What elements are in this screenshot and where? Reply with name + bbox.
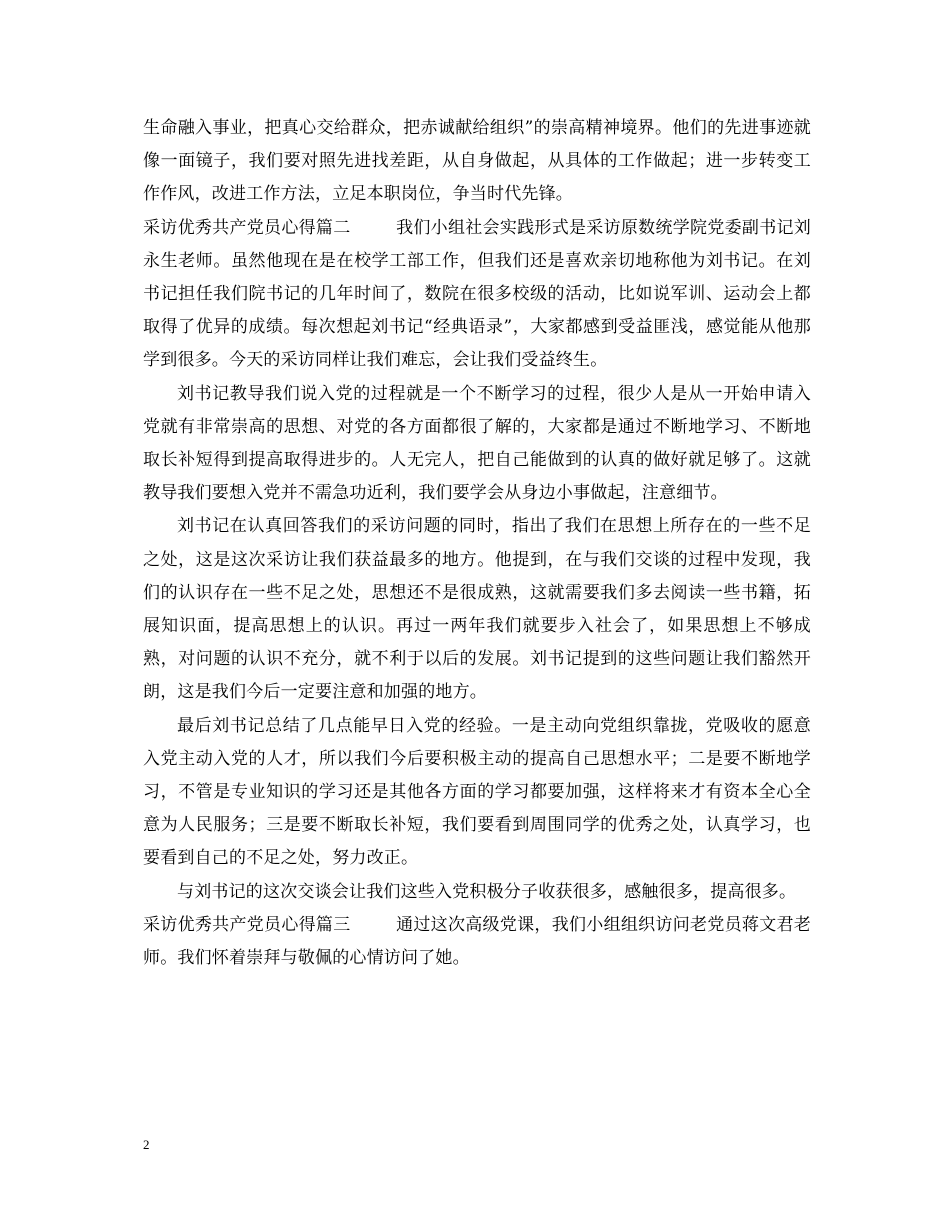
paragraph-1 (143, 112, 811, 212)
section-heading-2: 采访优秀共产党员心得篇二 (143, 217, 351, 238)
paragraph-3 (143, 378, 811, 511)
paragraph-text: 与刘书记的这次交谈会让我们这些入党积极分子收获很多，感触很多，提高很多。 (177, 881, 797, 902)
paragraph-text: 我们小组社会实践形式是采访原数统学院党委副书记刘永生老师。虽然他现在是在校学工部工作，但我们还是喜欢亲切地称他为刘书记。在刘书记担任我们院书记的几年时间了，数院在很多校级的活动，比如说军训、运动会上都取得了优异的成绩。每次想起刘书记“经典语录”，大家都感到受益匪浅，感觉能从他那学到很多。今天的采访同样让我们难忘，会让我们受益终生。 (143, 217, 811, 371)
paragraph-text: 生命融入事业，把真心交给群众，把赤诚献给组织”的崇高精神境界。他们的先进事迹就像一面镜子，我们要对照先进找差距，从自身做起，从具体的工作做起；进一步转变工作作风，改进工作方法，立足本职岗位，争当时代先锋。 (143, 118, 811, 205)
paragraph-4 (143, 510, 811, 709)
heading-gap (351, 218, 397, 238)
page-number: 2 (143, 1137, 150, 1152)
paragraph-6 (143, 876, 811, 909)
section-heading-3: 采访优秀共产党员心得篇三 (143, 914, 351, 935)
paragraph-2 (143, 212, 811, 378)
paragraph-text: 刘书记教导我们说入党的过程就是一个不断学习的过程，很少人是从一开始申请入党就有非常崇高的思想、对党的各方面都很了解的，大家都是通过不断地学习、不断地取长补短得到提高取得进步的。人无完人，把自己能做到的认真的做好就足够了。这就教导我们要想入党并不需急功近利，我们要学会从身边小事做起，注意细节。 (143, 383, 811, 504)
paragraph-5 (143, 710, 811, 876)
document-body (143, 112, 811, 975)
heading-gap (351, 915, 397, 935)
paragraph-text: 最后刘书记总结了几点能早日入党的经验。一是主动向党组织靠拢，党吸收的愿意入党主动入党的人才，所以我们今后要积极主动的提高自己思想水平；二是要不断地学习，不管是专业知识的学习还是其他各方面的学习都要加强，这样将来才有资本全心全意为人民服务；三是要不断取长补短，我们要看到周围同学的优秀之处，认真学习，也要看到自己的不足之处，努力改正。 (143, 715, 811, 869)
paragraph-text: 通过这次高级党课，我们小组组织访问老党员蒋文君老师。我们怀着崇拜与敬佩的心情访问了她。 (143, 914, 811, 969)
paragraph-7 (143, 909, 811, 975)
paragraph-text: 刘书记在认真回答我们的采访问题的同时，指出了我们在思想上所存在的一些不足之处，这是这次采访让我们获益最多的地方。他提到，在与我们交谈的过程中发现，我们的认识存在一些不足之处，思想还不是很成熟，这就需要我们多去阅读一些书籍，拓展知识面，提高思想上的认识。再过一两年我们就要步入社会了，如果思想上不够成熟，对问题的认识不充分，就不利于以后的发展。刘书记提到的这些问题让我们豁然开朗，这是我们今后一定要注意和加强的地方。 (143, 516, 811, 703)
